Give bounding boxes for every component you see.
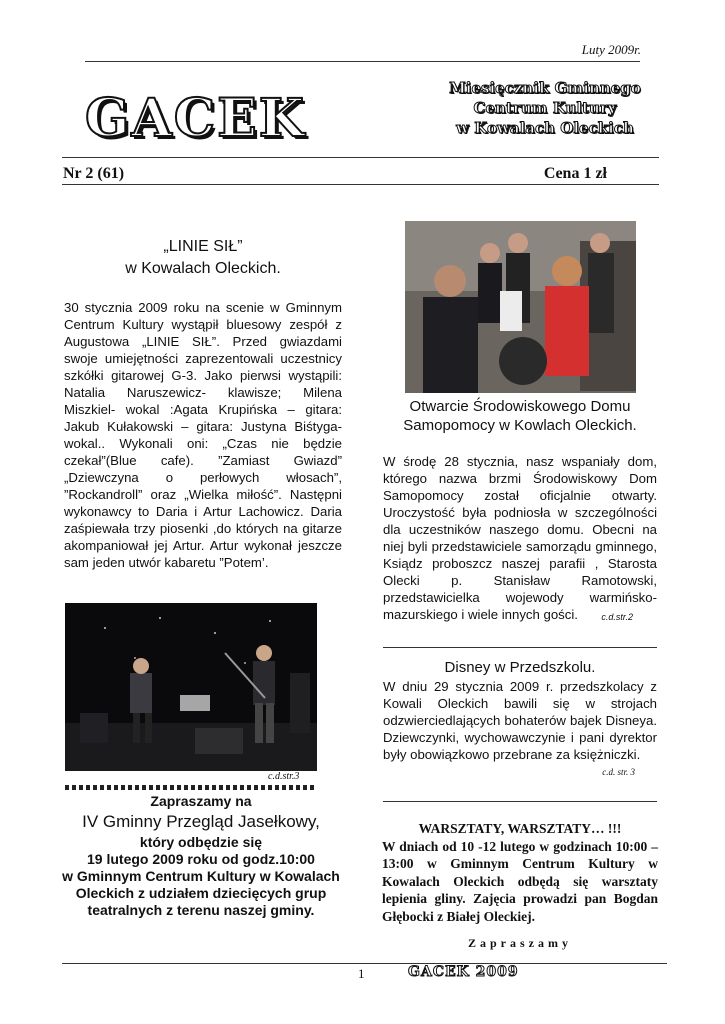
dotted-divider: [65, 785, 317, 790]
invite-intro: Zapraszamy na: [150, 793, 252, 809]
opening-ceremony-photo: [405, 221, 636, 393]
footer-logo: GACEK 2009: [408, 964, 519, 980]
section-rule: [383, 801, 657, 802]
workshop-body: W dniach od 10 -12 lutego w godzinach 10:00 – 13:00 w Gminnym Centrum Kultury w Kowalach Oleckich odbędą się warsztaty lepienia gliny. Zajęcia prowadzi pan Bogdan Głębocki z Białej Oleckiej.: [382, 838, 658, 924]
article-title-linie-sil: [64, 236, 342, 280]
tagline-line: Miesięcznik Gminnego: [449, 79, 641, 97]
issue-price: Cena 1 zł: [543, 165, 607, 182]
masthead-tagline: [420, 78, 670, 138]
workshop-closing: Zapraszamy: [468, 936, 572, 950]
invite-line: który odbędzie się: [139, 834, 263, 850]
tagline-line: Centrum Kultury: [473, 99, 617, 117]
article-body-otwarcie: [383, 453, 657, 626]
invite-line: 19 lutego 2009 roku od godz.10:00: [87, 851, 315, 867]
invite-line: w Gminnym Centrum Kultury w Kowalach Oleckich z udziałem dziecięcych grup teatralnych z terenu naszej gminy.: [62, 868, 340, 918]
workshop-title: WARSZTATY, WARSZTATY… !!!: [418, 821, 622, 836]
section-rule: [383, 647, 657, 648]
header-rule-top: [62, 157, 659, 158]
top-rule: [85, 61, 640, 62]
title-line: w Kowalach Oleckich.: [125, 260, 281, 277]
article-body-disney: [383, 678, 657, 781]
workshop-notice: [382, 820, 658, 925]
article-body-linie-sil: 30 stycznia 2009 roku na scenie w Gminnym Centrum Kultury wystąpił bluesowy zespół z Augustowa „LINIE SIŁ”. Przed gwiazdami swoje umiejętności zaprezentowali uczestnicy szkółki gitarowej G-3. Jako pierwsi wystąpili: Natalia Naruszewicz- klawisze; Milena Miszkiel- wokal :Agata Krupińska – gitara: Jakub Kułakowski – gitara: Justyna Biśtyga- wokal.. Wykonali oni: „Czas nie będzie czekał”(Blue cafe). ”Zamiast Gwiazd” „Dziewczyna o perłowych włosach”, ”Rockandroll” oraz „Wielka miłość”. Następni wykonawcy to Daria i Artur Lachowicz. Daria zaśpiewała trzy piosenki ,do których na gitarze akompaniował jej Artur. Artur wykonał jeszcze sam jeden utwór kabaretu ”Potem’.: [64, 300, 342, 570]
concert-photo: [65, 603, 317, 771]
masthead-logo: GACEK: [85, 88, 306, 149]
footer-rule: [62, 963, 667, 964]
article-title-otwarcie: Otwarcie Środowiskowego Domu Samopomocy w Kowlach Oleckich.: [403, 398, 637, 434]
continued-ref: c.d. str. 3: [602, 767, 635, 777]
invitation-box: [62, 793, 340, 919]
body-text: W dniu 29 stycznia 2009 r. przedszkolacy z Kowali Oleckich bawili się w strojach odzwierciedlających bohaterów bajek Disneya. Dziewczynki, wychowawczynie i pani dyrektor były obowiązkowo przebrane za księżniczki.: [383, 679, 657, 762]
continued-ref: c.d.str.2: [601, 612, 633, 622]
header-rule-bottom: [62, 184, 659, 185]
continued-ref: c.d.str.3: [268, 771, 300, 782]
title-line: „LINIE SIŁ”: [163, 238, 243, 255]
invite-event: IV Gminny Przegląd Jasełkowy,: [82, 812, 320, 831]
page-number: 1: [358, 966, 365, 981]
issue-number: Nr 2 (61): [63, 165, 125, 182]
issue-date: Luty 2009r.: [581, 42, 641, 57]
tagline-line: w Kowalach Oleckich: [456, 119, 634, 137]
article-title-disney: Disney w Przedszkolu.: [444, 659, 596, 676]
body-text: W środę 28 stycznia, nasz wspaniały dom, którego nazwa brzmi Środowiskowy Dom Samopomocy został oficjalnie otwarty. Uroczystość była podniosła w szczególności dla uczestników naszego domu. Obecni na niej byli przedstawiciele samorządu gminnego, Ksiądz proboszcz naszej parafii , Starosta Olecki p. Stanisław Ramotowski, przedstawicielka wojewody warmińsko- mazurskiego i wiele innych gości.: [383, 454, 657, 622]
